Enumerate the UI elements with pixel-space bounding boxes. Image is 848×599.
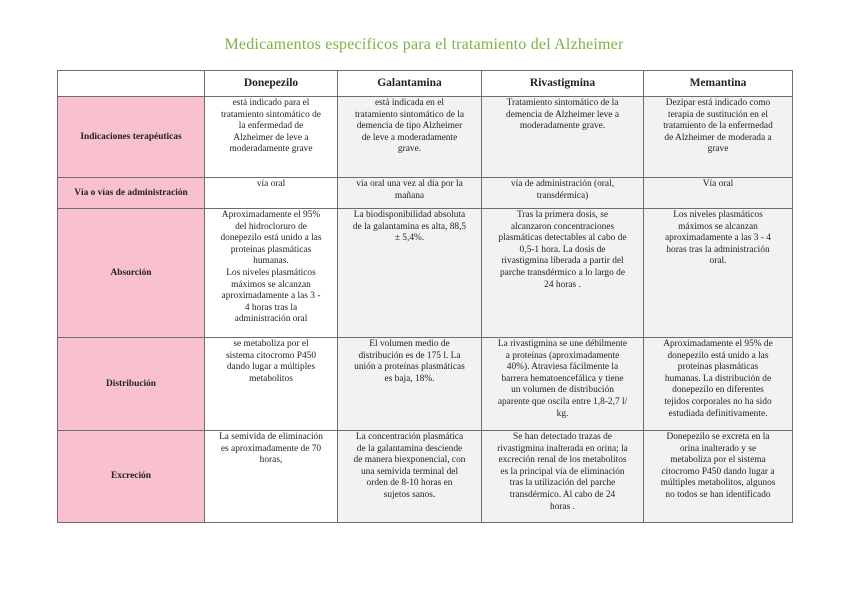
table-cell: El volumen medio de distribución es de 175 l. La unión a proteínas plasmáticas es baja, 18%. (338, 338, 482, 431)
table-cell: está indicada en el tratamiento sintomático de la demencia de tipo Alzheimer de leve a moderadamente grave. (338, 97, 482, 178)
table-cell: Aproximadamente el 95% del hidrocloruro de donepezilo está unido a las proteínas plasmáticas humanas. Los niveles plasmáticos máximos se alcanzan aproximadamente a las 3 - 4 horas tras la administración oral (205, 209, 338, 338)
table-cell: La rivastigmina se une débilmente a proteínas (aproximadamente 40%). Atraviesa fácilmente la barrera hematoencefálica y tiene un volumen de distribución aparente que oscila entre 1,8-2,7 l/ kg. (482, 338, 644, 431)
table-cell: Tratamiento sintomático de la demencia de Alzheimer leve a moderadamente grave. (482, 97, 644, 178)
column-header-memantina: Memantina (644, 71, 793, 97)
corner-cell (58, 71, 205, 97)
table-row (58, 338, 793, 431)
row-label-indicaciones: Indicaciones terapéuticas (58, 97, 205, 178)
row-label-absorcion: Absorción (58, 209, 205, 338)
table-cell: Dezipar está indicado como terapia de sustitución en el tratamiento de la enfermedad de Alzheimer de moderada a grave (644, 97, 793, 178)
table-row (58, 209, 793, 338)
table-cell: La semivida de eliminación es aproximadamente de 70 horas, (205, 431, 338, 523)
column-header-rivastigmina: Rivastigmina (482, 71, 644, 97)
table-cell: Donepezilo se excreta en la orina inalterado y se metaboliza por el sistema citocromo P450 dando lugar a múltiples metabolitos, algunos no todos se han identificado (644, 431, 793, 523)
table-cell: vía oral (205, 178, 338, 209)
table-row (58, 97, 793, 178)
table-cell: Vía oral (644, 178, 793, 209)
table-row (58, 178, 793, 209)
table-cell: se metaboliza por el sistema citocromo P450 dando lugar a múltiples metabolitos (205, 338, 338, 431)
table-cell: Los niveles plasmáticos máximos se alcanzan aproximadamente a las 3 - 4 horas tras la administración oral. (644, 209, 793, 338)
table-cell: Aproximadamente el 95% de donepezilo está unido a las proteínas plasmáticas humanas. La distribución de donepezilo en diferentes tejidos corporales no ha sido estudiada definitivamente. (644, 338, 793, 431)
table-cell: La concentración plasmática de la galantamina desciende de manera biexponencial, con una semivida terminal del orden de 8-10 horas en sujetos sanos. (338, 431, 482, 523)
header-row (58, 71, 793, 97)
table-cell: La biodisponibilidad absoluta de la galantamina es alta, 88,5 ± 5,4%. (338, 209, 482, 338)
medication-table (57, 70, 793, 523)
page-title: Medicamentos específicos para el tratamiento del Alzheimer (224, 36, 624, 53)
row-label-excrecion: Excreción (58, 431, 205, 523)
table-cell: Se han detectado trazas de rivastigmina inalterada en orina; la excreción renal de los metabolitos es la principal vía de eliminación tras la utilización del parche transdérmico. Al cabo de 24 horas . (482, 431, 644, 523)
row-label-distribucion: Distribución (58, 338, 205, 431)
row-label-administracion: Vía o vías de administración (58, 178, 205, 209)
table-cell: Tras la primera dosis, se alcanzaron concentraciones plasmáticas detectables al cabo de 0,5-1 hora. La dosis de rivastigmina liberada a partir del parche transdérmico a lo largo de 24 horas . (482, 209, 644, 338)
table-cell: vía oral una vez al día por la mañana (338, 178, 482, 209)
table-row (58, 431, 793, 523)
column-header-galantamina: Galantamina (338, 71, 482, 97)
table-cell: vía de administración (oral, transdérmica) (482, 178, 644, 209)
column-header-donepezilo: Donepezilo (205, 71, 338, 97)
table-cell: está indicado para el tratamiento sintomático de la enfermedad de Alzheimer de leve a moderadamente grave (205, 97, 338, 178)
